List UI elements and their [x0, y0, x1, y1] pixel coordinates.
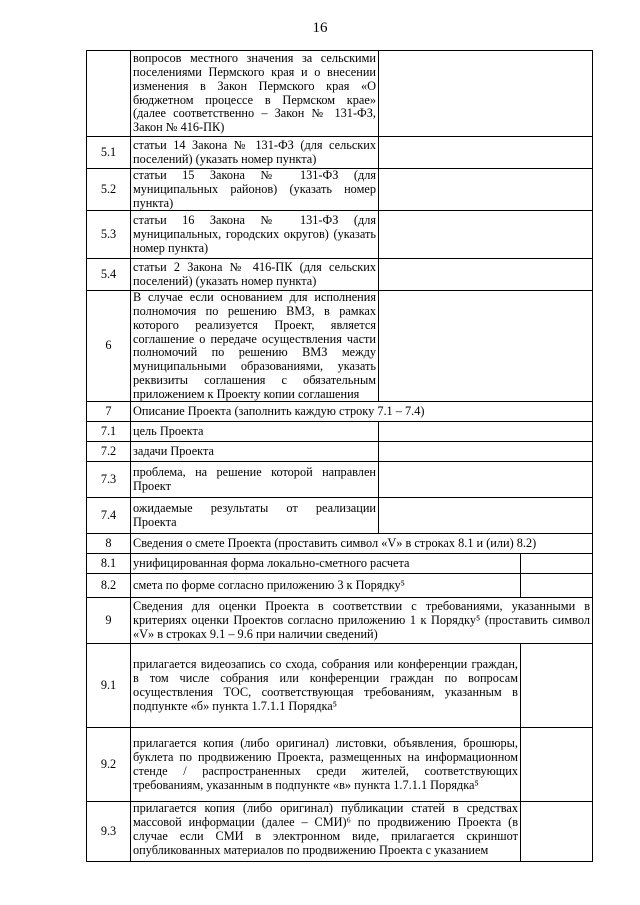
row-text: прилагается копия (либо оригинал) листовки, объявления, брошюры, буклета по продвижению Проекта, размещенных на информационном стенде / распространенных среди жителей, соответствующих требованиям, указанным в подпункте «в» пункта 1.7.1.1 Порядка⁵	[131, 728, 521, 802]
row-number: 5.3	[87, 211, 131, 259]
answer-cell[interactable]	[379, 169, 593, 211]
table-row	[87, 802, 593, 862]
row-text: В случае если основанием для исполнения полномочия по решению ВМЗ, в рамках которого реализуется Проект, является соглашение о передаче осуществления части полномочий по решению ВМЗ между муниципальными образованиями, указать реквизиты соглашения с обязательным приложением к Проекту копии соглашения	[131, 291, 379, 402]
table-row	[87, 462, 593, 498]
table-row	[87, 291, 593, 402]
row-text: статьи 14 Закона № 131-ФЗ (для сельских поселений) (указать номер пункта)	[131, 137, 379, 169]
checkbox-cell[interactable]	[521, 802, 593, 862]
table-row	[87, 498, 593, 534]
table-row	[87, 51, 593, 137]
table-row	[87, 728, 593, 802]
row-text: цель Проекта	[131, 422, 379, 442]
answer-cell[interactable]	[379, 498, 593, 534]
row-number: 8.2	[87, 574, 131, 598]
table-row	[87, 402, 593, 422]
table-row	[87, 442, 593, 462]
row-text: задачи Проекта	[131, 442, 379, 462]
row-number: 9	[87, 598, 131, 644]
answer-cell[interactable]	[379, 137, 593, 169]
table-row	[87, 211, 593, 259]
row-number: 5.2	[87, 169, 131, 211]
answer-cell[interactable]	[379, 211, 593, 259]
table-row	[87, 137, 593, 169]
table-row	[87, 598, 593, 644]
row-text: Сведения для оценки Проекта в соответствии с требованиями, указанными в критериях оценки Проектов согласно приложению 1 к Порядку⁵ (проставить символ «V» в строках 9.1 – 9.6 при наличии сведений)	[131, 598, 593, 644]
answer-cell[interactable]	[379, 422, 593, 442]
row-text: смета по форме согласно приложению 3 к Порядку⁵	[131, 574, 521, 598]
table-row	[87, 259, 593, 291]
table-row	[87, 554, 593, 574]
page-number: 16	[312, 20, 328, 36]
row-text: проблема, на решение которой направлен Проект	[131, 462, 379, 498]
answer-cell[interactable]	[379, 51, 593, 137]
row-number: 5.1	[87, 137, 131, 169]
row-text: прилагается копия (либо оригинал) публикации статей в средствах массовой информации (далее – СМИ)⁶ по продвижению Проекта (в случае если СМИ в электронном виде, прилагается скриншот опубликованных материалов по продвижению Проекта с указанием	[131, 802, 521, 862]
table-row	[87, 169, 593, 211]
row-number: 7.3	[87, 462, 131, 498]
table-row	[87, 534, 593, 554]
application-form-table	[86, 50, 593, 862]
row-number: 9.2	[87, 728, 131, 802]
checkbox-cell[interactable]	[521, 644, 593, 728]
checkbox-cell[interactable]	[521, 728, 593, 802]
answer-cell[interactable]	[379, 291, 593, 402]
table-row	[87, 422, 593, 442]
row-number: 6	[87, 291, 131, 402]
row-text: статьи 2 Закона № 416-ПК (для сельских поселений) (указать номер пункта)	[131, 259, 379, 291]
row-number: 8.1	[87, 554, 131, 574]
checkbox-cell[interactable]	[521, 574, 593, 598]
row-text: Сведения о смете Проекта (проставить символ «V» в строках 8.1 и (или) 8.2)	[131, 534, 593, 554]
row-number: 7	[87, 402, 131, 422]
row-text: унифицированная форма локально-сметного расчета	[131, 554, 521, 574]
table-row	[87, 644, 593, 728]
answer-cell[interactable]	[379, 462, 593, 498]
row-number	[87, 51, 131, 137]
row-text: статьи 15 Закона № 131-ФЗ (для муниципальных районов) (указать номер пункта)	[131, 169, 379, 211]
row-number: 5.4	[87, 259, 131, 291]
row-text: статьи 16 Закона № 131-ФЗ (для муниципальных, городских округов) (указать номер пункта)	[131, 211, 379, 259]
row-text: вопросов местного значения за сельскими поселениями Пермского края и о внесении изменения в Закон Пермского края «О бюджетном процессе в Пермском крае» (далее соответственно – Закон № 131-ФЗ, Закон № 416-ПК)	[131, 51, 379, 137]
answer-cell[interactable]	[379, 442, 593, 462]
row-number: 8	[87, 534, 131, 554]
row-number: 9.1	[87, 644, 131, 728]
row-text: Описание Проекта (заполнить каждую строку 7.1 – 7.4)	[131, 402, 593, 422]
row-number: 7.1	[87, 422, 131, 442]
table-row	[87, 574, 593, 598]
checkbox-cell[interactable]	[521, 554, 593, 574]
row-number: 9.3	[87, 802, 131, 862]
row-number: 7.2	[87, 442, 131, 462]
row-text: ожидаемые результаты от реализации Проекта	[131, 498, 379, 534]
row-number: 7.4	[87, 498, 131, 534]
row-text: прилагается видеозапись со схода, собрания или конференции граждан, в том числе собрания или конференции граждан по вопросам осуществления ТОС, соответствующая требованиям, указанным в подпункте «б» пункта 1.7.1.1 Порядка⁵	[131, 644, 521, 728]
answer-cell[interactable]	[379, 259, 593, 291]
